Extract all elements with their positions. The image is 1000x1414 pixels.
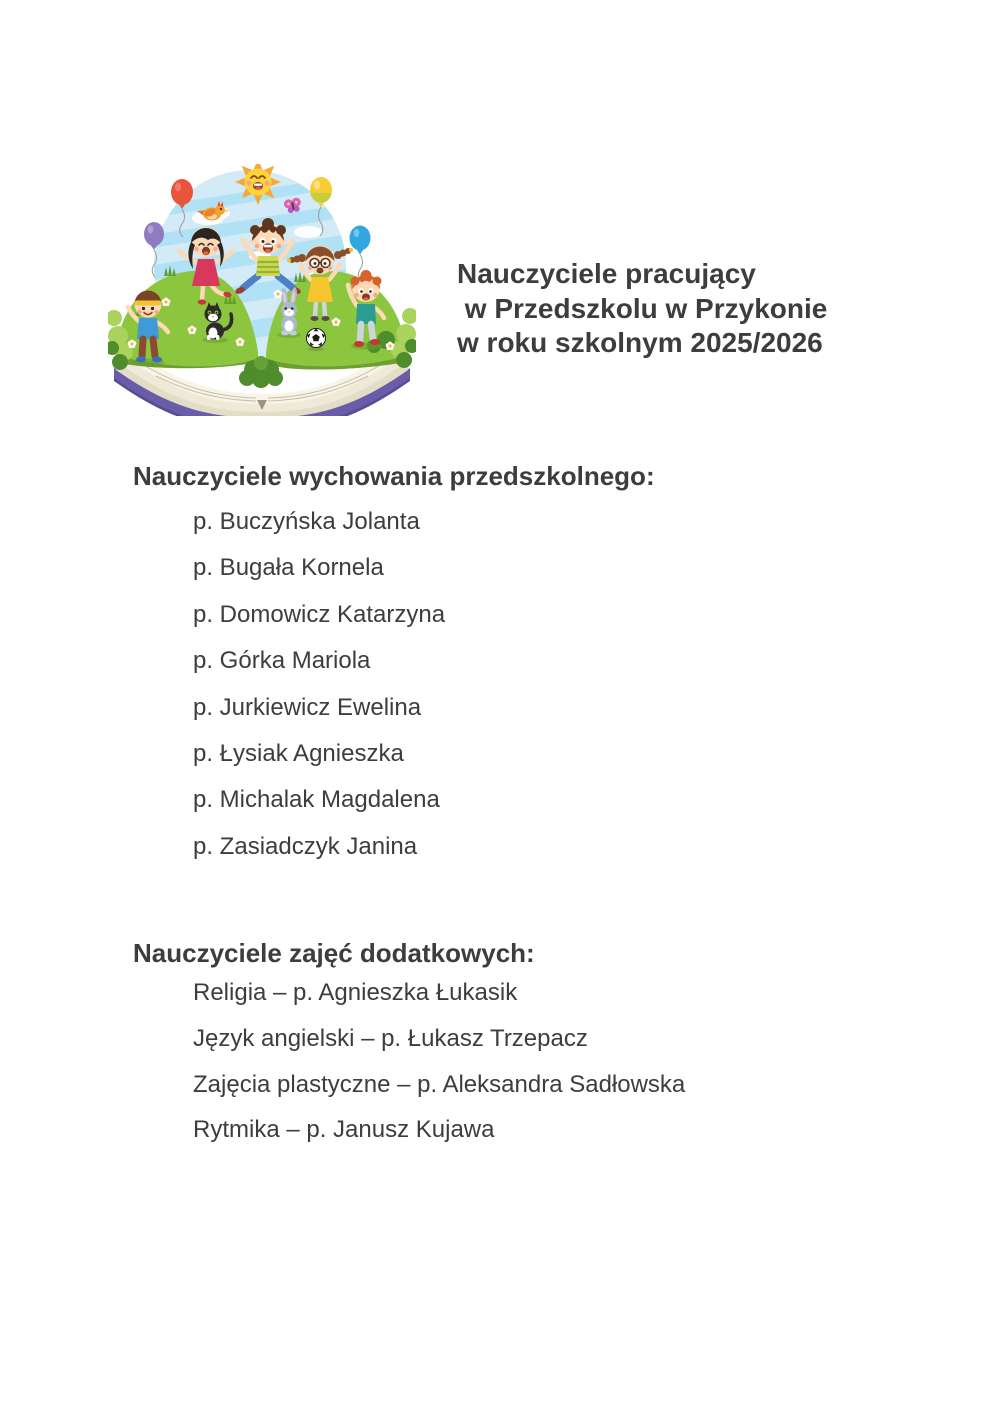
teacher-list-item: p. Jurkiewicz Ewelina	[193, 693, 422, 721]
activity-list-item: Zajęcia plastyczne – p. Aleksandra Sadłowska	[193, 1070, 686, 1098]
title-line-2: w Przedszkolu w Przykonie	[457, 292, 828, 324]
section-heading: Nauczyciele zajęć dodatkowych:	[133, 938, 535, 968]
children-on-book-illustration	[108, 164, 416, 416]
activity-teacher-list	[193, 970, 685, 1153]
section-heading: Nauczyciele wychowania przedszkolnego:	[133, 461, 655, 491]
teacher-list-item: p. Zasiadczyk Janina	[193, 832, 418, 860]
teacher-list	[193, 499, 445, 870]
teacher-list-item: p. Michalak Magdalena	[193, 786, 440, 814]
teacher-list-item: p. Bugała Kornela	[193, 554, 384, 582]
title-line-1: Nauczyciele pracujący	[457, 258, 756, 289]
activity-list-item: Język angielski – p. Łukasz Trzepacz	[193, 1024, 588, 1052]
activity-list-item: Rytmika – p. Janusz Kujawa	[193, 1116, 495, 1144]
teacher-list-item: p. Domowicz Katarzyna	[193, 600, 446, 628]
teacher-list-item: p. Górka Mariola	[193, 647, 371, 675]
children-on-book-graphic	[108, 164, 416, 416]
teacher-list-item: p. Łysiak Agnieszka	[193, 739, 404, 767]
teacher-list-item: p. Buczyńska Jolanta	[193, 508, 420, 535]
activity-list-item: Religia – p. Agnieszka Łukasik	[193, 979, 518, 1006]
document-title	[457, 257, 827, 361]
title-line-3: w roku szkolnym 2025/2026	[457, 327, 823, 359]
